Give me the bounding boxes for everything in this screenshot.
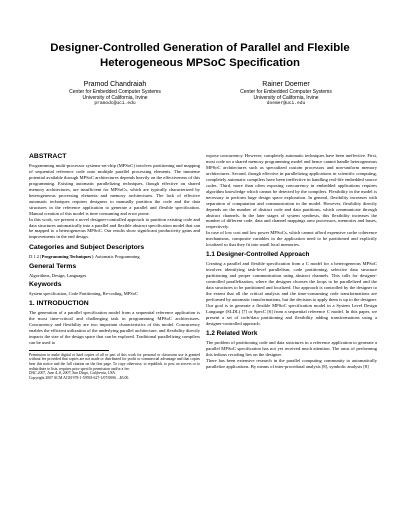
copyright-footnote: Copyright 2007 ACM ACM 978-1-59593-627-1/07/0006 ...$5.00. xyxy=(29,375,130,380)
categories-bold: Programming Techniques xyxy=(41,254,92,260)
categories-suffix: ]: Automatic Programming xyxy=(91,254,140,260)
section-1-2-text-2: There has been extensive research in the parallel computing community to automatically parallelize applications. By means of inter-procedural analysis [8], symbolic analysis [8] xyxy=(206,357,377,369)
author-name: Pramod Chandraiah xyxy=(83,81,147,88)
author-block-1 xyxy=(25,81,205,107)
author-affiliation: Center for Embedded Computer Systems xyxy=(69,89,161,95)
paper-title xyxy=(0,41,400,71)
right-text-2: In case of low cost and low power MPSoCs, which cannot afford expensive cache coherence mechanisms, composite variables in the application need to be partitioned and explicitly localized so that they fit into small local memories. xyxy=(206,230,377,248)
right-text-1: expose concurrency. However, completely automatic techniques have been ineffective. First, most code on a shared memory programming model and hence cannot handle heterogeneous MPSoC architectures such as specialized custom processors and non-uniform memory architectures. Second, though effective in parallelizing applications in scientific computing, completely automatic compilers have been ineffective in handling real-life embedded source codes. Third, more than often exposing concurrency in embedded applications requires algorithm knowledge which cannot be detected by the compilers. Flexibility in the model is necessary to perform large design space exploration. In general, flexibility increases with separation of computation and communication in the model. However, flexibility directly depends on the number of distinct code and data partitions, which communicate through abstract channels. In the later stages of system synthesis, this flexibility increases the number of different code, data and channel mappings onto processors, memories and buses, respectively. xyxy=(206,153,377,230)
title-line-2: Heterogeneous MPSoC Specification xyxy=(99,57,300,69)
keywords-text: System specification, Code Partitioning, Re-coding, MPSoC xyxy=(29,290,138,296)
right-column xyxy=(206,153,377,370)
left-column xyxy=(29,153,200,380)
permission-footnote: Permission to make digital or hard copies of all or part of this work for personal or classroom use is granted without fee provided that copies are not made or distributed for profit or commercial advantage and that copies bear this notice and the full citation on the first page. To copy otherwise, to republish, to post on servers or to redistribute to lists, requires prior specific permission and/or a fee. xyxy=(29,352,200,371)
introduction-text: The generation of a parallel specification model from a sequential reference application is the most time-critical and challenging task in programming MPSoC architectures. Concurrency and flexibility are two important characteristics of this model. Concurrency enables the efficient utilization of the underlying parallel architecture, and flexibility directly impacts the size of the design space that can be explored. Traditional parallelizing compilers can be used to xyxy=(29,310,200,345)
abstract-heading: ABSTRACT xyxy=(29,153,67,160)
keywords-heading: Keywords xyxy=(29,280,62,288)
author-email: doemer@uci.edu xyxy=(266,101,306,106)
author-university: University of California, Irvine xyxy=(82,95,148,101)
venue-footnote: DAC 2007, June 4–8, 2007, San Diego, California, USA. xyxy=(29,371,116,376)
section-1-2-text: The problem of partitioning code and data structures in a reference application to generate a parallel MPSoC specification has not yet received much attention. The onus of performing this tedious recoding lies on the designer. xyxy=(206,339,377,357)
categories-heading: Categories and Subject Descriptors xyxy=(29,244,145,252)
section-1-1-heading: 1.1 Designer-Controlled Approach xyxy=(206,251,310,259)
categories-text xyxy=(29,254,200,260)
author-email: pramodc@uci.edu xyxy=(94,101,136,106)
author-block-2 xyxy=(196,81,376,107)
author-name: Rainer Doemer xyxy=(262,81,310,88)
footnote-divider xyxy=(29,350,109,351)
title-line-1: Designer-Controlled Generation of Parallel and Flexible xyxy=(50,42,350,54)
section-1-1-text: Creating a parallel and flexible specification from a C model for a heterogeneous MPSoC involves identifying task-level parallelism, code partitioning, selective data structure partitioning and proper communication using abstract channels. This calls for designer-controlled parallelization, where the designer chooses the loops to be parallelized and the data structures to be partitioned and localized. Our approach is controlled by the designer to the extent that all the critical analysis and the time-consuming code transformations are performed by automatic transformations, but the decision to apply them is up to the designer. Our goal is to generate a flexible MPSoC specification model in a System Level Design Language (SLDL) [7] or SpecC [6] from a sequential reference C model. In this paper, we present a set of code/data partitioning and flexibility adding transformations using a designer-controlled approach. xyxy=(206,261,377,326)
section-1-2-heading: 1.2 Related Work xyxy=(206,329,258,337)
abstract-text-2: In this work, we present a novel designer-controlled approach to partition existing code and data structures automatically into a parallel and flexible abstract specification model that can be mapped to a heterogeneous MPSoC. Our results show significant productivity gains and improvements in the end design. xyxy=(29,216,200,240)
general-terms-text: Algorithms, Design, Languages xyxy=(29,272,87,278)
general-terms-heading: General Terms xyxy=(29,262,77,270)
categories-prefix: D.1.2 [ xyxy=(29,254,42,260)
author-affiliation: Center for Embedded Computer Systems xyxy=(240,89,332,95)
abstract-text: Programming multi-processor systems-on-chip (MPSoC) involves partitioning and mapping of sequential reference code onto multiple parallel processing elements. The immense potential available through MPSoC architectures depends heavily on the effectiveness of this programming. Existing automatic parallelizing techniques, though effective on shared memory architectures, are insufficient for MPSoCs, which are typically characterized by heterogeneous processing elements and memory architectures. The lack of effective automatic techniques requires designers to manually partition the code and the data structures in the reference application to generate a parallel and flexible specification. Manual creation of this model is time consuming and error prone. xyxy=(29,163,200,216)
introduction-heading: 1. INTRODUCTION xyxy=(29,300,89,308)
author-university: University of California, Irvine xyxy=(253,95,319,101)
